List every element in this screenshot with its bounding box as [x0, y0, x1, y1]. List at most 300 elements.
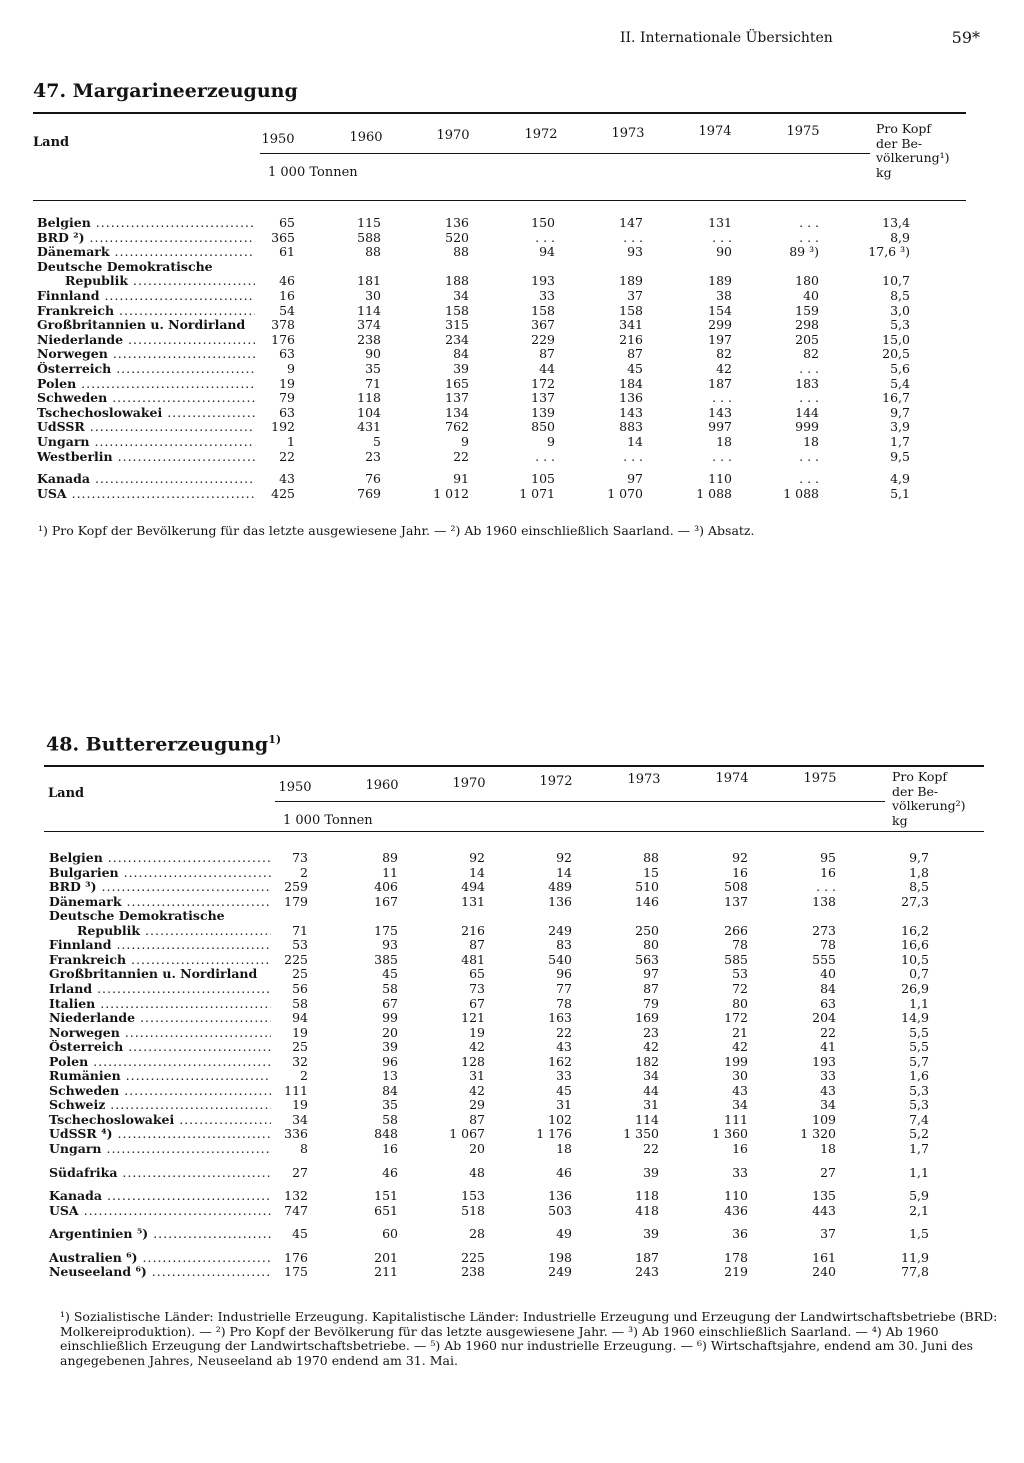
column-header-year: 1972 [539, 774, 573, 789]
value-cell: 189 [619, 273, 643, 289]
country-cell: BRD ²) ..... [37, 231, 255, 246]
value-cell: 555 [812, 951, 836, 967]
value-cell: 204 [812, 1010, 836, 1026]
value-cell: 16 [382, 1141, 398, 1156]
table-row [0, 953, 1024, 968]
country-cell: UdSSR ..... [37, 420, 255, 435]
value-cell: 79 [279, 390, 295, 406]
country-cell: UdSSR ⁴) ..... [49, 1127, 271, 1142]
value-cell: 147 [619, 215, 643, 230]
country-cell: Dänemark ..... [37, 245, 255, 260]
value-cell: 94 [539, 244, 555, 260]
table-row [0, 289, 1024, 304]
value-cell: 39 [643, 1226, 659, 1242]
value-cell: 33 [556, 1068, 572, 1084]
value-cell: 365 [271, 229, 295, 245]
value-cell: . . . [799, 229, 819, 245]
value-cell: 45 [627, 361, 643, 376]
value-cell: . . . [799, 215, 819, 230]
value-cell: 65 [279, 215, 295, 230]
value-cell: 162 [548, 1053, 572, 1069]
table-row [0, 487, 1024, 502]
table-row [0, 1098, 1024, 1113]
per-head-cell: 5,6 [890, 361, 910, 376]
value-cell: 80 [732, 995, 748, 1011]
value-cell: 32 [292, 1053, 308, 1069]
value-cell: . . . [799, 361, 819, 376]
value-cell: 38 [716, 288, 732, 303]
value-cell: 131 [708, 215, 732, 230]
country-cell: Republik ..... [37, 274, 255, 289]
value-cell: 1 320 [800, 1126, 836, 1142]
per-head-cell: 16,2 [901, 922, 929, 938]
value-cell: 182 [635, 1053, 659, 1069]
value-cell: 181 [357, 273, 381, 289]
value-cell: 20 [469, 1141, 485, 1156]
table-row [0, 924, 1024, 939]
country-cell: Schweiz ..... [49, 1098, 271, 1113]
country-cell: Norwegen ..... [37, 347, 255, 362]
per-head-cell: 5,2 [909, 1126, 929, 1142]
value-cell: 762 [445, 419, 469, 435]
value-cell: 243 [635, 1264, 659, 1280]
table-row [0, 1026, 1024, 1041]
per-head-cell: 3,0 [890, 302, 910, 318]
value-cell: 23 [643, 1024, 659, 1040]
value-cell: 1 067 [449, 1126, 485, 1142]
header-bottom-rule [44, 831, 984, 832]
country-cell: Deutsche Demokratische [49, 909, 225, 924]
value-cell: 63 [279, 404, 295, 420]
per-head-cell: 4,9 [890, 471, 910, 487]
country-cell: BRD ³) ..... [49, 880, 271, 895]
value-cell: . . . [816, 879, 836, 895]
value-cell: 273 [812, 922, 836, 938]
value-cell: 999 [795, 419, 819, 435]
value-cell: 40 [803, 288, 819, 303]
value-cell: 43 [820, 1082, 836, 1098]
value-cell: 43 [556, 1039, 572, 1055]
value-cell: 87 [539, 346, 555, 362]
value-cell: 67 [382, 995, 398, 1011]
country-cell: Kanada ..... [37, 472, 255, 487]
value-cell: 94 [292, 1010, 308, 1026]
value-cell: 14 [627, 434, 643, 449]
value-cell: . . . [535, 448, 555, 464]
value-cell: 43 [732, 1082, 748, 1098]
value-cell: 418 [635, 1202, 659, 1218]
value-cell: 510 [635, 879, 659, 895]
value-cell: 1 012 [433, 485, 469, 501]
value-cell: 114 [357, 302, 381, 318]
value-cell: 137 [445, 390, 469, 406]
table-row [0, 435, 1024, 450]
value-cell: 315 [445, 317, 469, 333]
column-header-land: Land [48, 786, 85, 801]
value-cell: . . . [623, 229, 643, 245]
per-head-cell: 1,7 [890, 434, 910, 449]
value-cell: 42 [716, 361, 732, 376]
value-cell: 848 [374, 1126, 398, 1142]
per-head-cell: 2,1 [909, 1202, 929, 1218]
value-cell: 14 [556, 864, 572, 880]
value-cell: 118 [635, 1188, 659, 1204]
value-cell: 79 [643, 995, 659, 1011]
value-cell: 136 [619, 390, 643, 406]
column-header-year: 1975 [803, 771, 837, 786]
value-cell: 150 [531, 215, 555, 230]
value-cell: 67 [469, 995, 485, 1011]
table-row [0, 1069, 1024, 1084]
value-cell: 36 [732, 1226, 748, 1242]
table-row [0, 274, 1024, 289]
table-row [0, 982, 1024, 997]
table-row [0, 420, 1024, 435]
column-header-year: 1960 [349, 130, 383, 145]
per-head-cell: 5,1 [890, 485, 910, 501]
value-cell: 27 [820, 1164, 836, 1180]
value-cell: 43 [279, 471, 295, 487]
table-row [0, 909, 1024, 924]
value-cell: 266 [724, 922, 748, 938]
value-cell: 249 [548, 1264, 572, 1280]
value-cell: 135 [812, 1188, 836, 1204]
value-cell: . . . [799, 448, 819, 464]
value-cell: 178 [724, 1249, 748, 1265]
per-head-cell: 5,5 [909, 1039, 929, 1055]
value-cell: 146 [635, 893, 659, 909]
value-cell: 78 [732, 937, 748, 953]
value-cell: 128 [461, 1053, 485, 1069]
header-sub-rule [275, 801, 885, 802]
value-cell: 82 [803, 346, 819, 362]
value-cell: . . . [799, 390, 819, 406]
per-head-cell: 1,7 [909, 1141, 929, 1156]
value-cell: 121 [461, 1010, 485, 1026]
value-cell: 97 [643, 966, 659, 982]
value-cell: 34 [820, 1097, 836, 1113]
value-cell: 199 [724, 1053, 748, 1069]
country-cell: Irland ..... [49, 982, 271, 997]
value-cell: 22 [643, 1141, 659, 1156]
value-cell: 84 [382, 1082, 398, 1098]
value-cell: 18 [556, 1141, 572, 1156]
value-cell: 22 [453, 448, 469, 464]
value-cell: 136 [548, 893, 572, 909]
column-header-year: 1974 [698, 124, 732, 139]
value-cell: 91 [453, 471, 469, 487]
value-cell: 153 [461, 1188, 485, 1204]
value-cell: 139 [531, 404, 555, 420]
table-row [0, 377, 1024, 392]
per-head-cell: 9,5 [890, 448, 910, 464]
value-cell: 37 [627, 288, 643, 303]
table-footnote: ¹) Pro Kopf der Bevölkerung für das letzte ausgewiesene Jahr. — ²) Ab 1960 einschließlich Saarland. — ³) Absatz. [38, 523, 755, 538]
value-cell: 850 [531, 419, 555, 435]
value-cell: 216 [461, 922, 485, 938]
country-cell: Tschechoslowakei ..... [49, 1113, 271, 1128]
value-cell: 192 [271, 419, 295, 435]
table-row [0, 880, 1024, 895]
value-cell: . . . [623, 448, 643, 464]
country-cell: Tschechoslowakei ..... [37, 406, 255, 421]
country-cell: Bulgarien ..... [49, 866, 271, 881]
value-cell: 19 [469, 1024, 485, 1040]
value-cell: 134 [445, 404, 469, 420]
country-cell: Schweden ..... [49, 1084, 271, 1099]
table-row [0, 450, 1024, 465]
value-cell: 132 [284, 1188, 308, 1204]
value-cell: 33 [732, 1164, 748, 1180]
value-cell: 136 [445, 215, 469, 230]
value-cell: 114 [635, 1111, 659, 1127]
value-cell: 35 [382, 1097, 398, 1113]
per-head-cell: 7,4 [909, 1111, 929, 1127]
value-cell: 143 [708, 404, 732, 420]
value-cell: 39 [453, 361, 469, 376]
value-cell: 188 [445, 273, 469, 289]
per-head-cell: 3,9 [890, 419, 910, 435]
value-cell: 250 [635, 922, 659, 938]
value-cell: 259 [284, 879, 308, 895]
value-cell: 249 [548, 922, 572, 938]
value-cell: 96 [382, 1053, 398, 1069]
per-head-cell: 20,5 [882, 346, 910, 362]
value-cell: 37 [820, 1226, 836, 1242]
value-cell: 481 [461, 951, 485, 967]
value-cell: 89 ³) [789, 244, 819, 260]
table-row [0, 318, 1024, 333]
country-cell: Österreich ..... [49, 1040, 271, 1055]
value-cell: 1 360 [712, 1126, 748, 1142]
table-row [0, 406, 1024, 421]
table-row [0, 1127, 1024, 1142]
per-head-cell: 8,5 [890, 288, 910, 303]
value-cell: 151 [374, 1188, 398, 1204]
column-header-year: 1950 [261, 132, 295, 147]
value-cell: 65 [469, 966, 485, 982]
value-cell: 1 350 [623, 1126, 659, 1142]
value-cell: 138 [812, 893, 836, 909]
value-cell: 95 [820, 850, 836, 865]
value-cell: 2 [300, 1068, 308, 1084]
value-cell: 102 [548, 1111, 572, 1127]
country-cell: Niederlande ..... [37, 333, 255, 348]
value-cell: . . . [712, 390, 732, 406]
per-head-cell: 1,5 [909, 1226, 929, 1242]
value-cell: 99 [382, 1010, 398, 1026]
value-cell: 443 [812, 1202, 836, 1218]
value-cell: 23 [365, 448, 381, 464]
country-cell: Polen ..... [37, 377, 255, 392]
country-cell: Südafrika ..... [49, 1166, 271, 1181]
value-cell: 82 [716, 346, 732, 362]
value-cell: 31 [556, 1097, 572, 1113]
value-cell: 25 [292, 966, 308, 982]
column-header-year: 1970 [452, 776, 486, 791]
table-title [33, 80, 298, 102]
value-cell: 14 [469, 864, 485, 880]
value-cell: 118 [357, 390, 381, 406]
value-cell: 431 [357, 419, 381, 435]
country-cell: USA ..... [49, 1204, 271, 1219]
header-bottom-rule [33, 200, 966, 201]
value-cell: 61 [279, 244, 295, 260]
value-cell: 54 [279, 302, 295, 318]
value-cell: 105 [531, 471, 555, 487]
value-cell: 198 [548, 1249, 572, 1265]
value-cell: 18 [820, 1141, 836, 1156]
value-cell: 167 [374, 893, 398, 909]
table-row [0, 1166, 1024, 1181]
country-cell: Niederlande ..... [49, 1011, 271, 1026]
value-cell: 58 [382, 1111, 398, 1127]
table-row [0, 1055, 1024, 1070]
value-cell: 29 [469, 1097, 485, 1113]
column-header-year: 1973 [611, 126, 645, 141]
table-title-text: 48. Buttererzeugung [46, 733, 269, 756]
value-cell: 158 [619, 302, 643, 318]
per-head-cell: 15,0 [882, 331, 910, 347]
table-row [0, 967, 1024, 982]
country-cell: Australien ⁶) ..... [49, 1251, 271, 1266]
value-cell: 31 [469, 1068, 485, 1084]
value-cell: 16 [732, 864, 748, 880]
value-cell: 41 [820, 1039, 836, 1055]
per-head-cell: 16,7 [882, 390, 910, 406]
value-cell: 8 [300, 1141, 308, 1156]
value-cell: 35 [365, 361, 381, 376]
per-head-cell: 8,9 [890, 229, 910, 245]
table-row [0, 1011, 1024, 1026]
value-cell: 46 [279, 273, 295, 289]
value-cell: 193 [812, 1053, 836, 1069]
value-cell: 49 [556, 1226, 572, 1242]
country-cell: Österreich ..... [37, 362, 255, 377]
country-cell: Großbritannien u. Nordirland [37, 318, 246, 333]
per-head-cell: 5,7 [909, 1053, 929, 1069]
value-cell: 187 [708, 375, 732, 391]
value-cell: 88 [453, 244, 469, 260]
value-cell: 104 [357, 404, 381, 420]
value-cell: 19 [292, 1024, 308, 1040]
value-cell: 78 [556, 995, 572, 1011]
value-cell: 341 [619, 317, 643, 333]
value-cell: 651 [374, 1202, 398, 1218]
value-cell: 28 [469, 1226, 485, 1242]
country-cell: Kanada ..... [49, 1189, 271, 1204]
value-cell: 238 [357, 331, 381, 347]
value-cell: 193 [531, 273, 555, 289]
table-row [0, 938, 1024, 953]
value-cell: 48 [469, 1164, 485, 1180]
value-cell: 540 [548, 951, 572, 967]
table-footnote: ¹) Sozialistische Länder: Industrielle Erzeugung. Kapitalistische Länder: Industrielle Erzeugung und Erzeugung der Landwirtschaftsbetriebe (BRD: Molkereiproduktion). — ²) Pro Kopf der Bevölkerung für das letzte ausgewiesene Jahr. — ³) Ab 1960 einschließlich Saarland. — ⁴) Ab 1960 einschließlich Erzeugung der Landwirtschaftsbetriebe. — ⁵) Ab 1960 nur industrielle Erzeugung. — ⁶) Wirtschaftsjahre, endend am 30. Juni des angegebenen Jahres, Neuseeland ab 1970 endend am 31. Mai. [60, 1309, 998, 1368]
country-cell: USA ..... [37, 487, 255, 502]
per-head-cell: 1,1 [909, 1164, 929, 1180]
table-row [0, 851, 1024, 866]
value-cell: 219 [724, 1264, 748, 1280]
value-cell: 197 [708, 331, 732, 347]
value-cell: 18 [716, 434, 732, 449]
country-cell: Großbritannien u. Nordirland [49, 967, 258, 982]
value-cell: 136 [548, 1188, 572, 1204]
value-cell: 225 [284, 951, 308, 967]
value-cell: 180 [795, 273, 819, 289]
table-row [0, 1113, 1024, 1128]
per-head-cell: 9,7 [890, 404, 910, 420]
value-cell: 78 [820, 937, 836, 953]
table-row [0, 1142, 1024, 1157]
per-head-cell: 9,7 [909, 850, 929, 865]
country-cell: Rumänien ..... [49, 1069, 271, 1084]
value-cell: 56 [292, 980, 308, 996]
value-cell: 216 [619, 331, 643, 347]
table-row [0, 1251, 1024, 1266]
value-cell: 374 [357, 317, 381, 333]
value-cell: 1 088 [783, 485, 819, 501]
value-cell: 5 [373, 434, 381, 449]
value-cell: 385 [374, 951, 398, 967]
value-cell: 161 [812, 1249, 836, 1265]
table-row [0, 304, 1024, 319]
per-head-cell: 11,9 [901, 1249, 929, 1265]
value-cell: 19 [292, 1097, 308, 1113]
table-row [0, 1189, 1024, 1204]
value-cell: 299 [708, 317, 732, 333]
table-row [0, 216, 1024, 231]
value-cell: 83 [556, 937, 572, 953]
country-cell: Frankreich ..... [37, 304, 255, 319]
value-cell: 367 [531, 317, 555, 333]
value-cell: 72 [732, 980, 748, 996]
value-cell: 44 [643, 1082, 659, 1098]
value-cell: 238 [461, 1264, 485, 1280]
value-cell: 298 [795, 317, 819, 333]
value-cell: 16 [820, 864, 836, 880]
value-cell: 240 [812, 1264, 836, 1280]
value-cell: 96 [556, 966, 572, 982]
value-cell: 563 [635, 951, 659, 967]
value-cell: 34 [453, 288, 469, 303]
value-cell: 22 [279, 448, 295, 464]
value-cell: 39 [382, 1039, 398, 1055]
value-cell: . . . [712, 229, 732, 245]
value-cell: 2 [300, 864, 308, 880]
value-cell: 92 [732, 850, 748, 865]
value-cell: 520 [445, 229, 469, 245]
value-cell: 46 [382, 1164, 398, 1180]
country-cell: Italien ..... [49, 997, 271, 1012]
value-cell: 159 [795, 302, 819, 318]
value-cell: 176 [284, 1249, 308, 1265]
value-cell: . . . [799, 471, 819, 487]
value-cell: 42 [643, 1039, 659, 1055]
value-cell: 169 [635, 1010, 659, 1026]
country-cell: Deutsche Demokratische [37, 259, 213, 274]
country-cell: Belgien ..... [37, 216, 255, 231]
value-cell: 42 [469, 1082, 485, 1098]
table-row [0, 362, 1024, 377]
value-cell: 90 [365, 346, 381, 362]
value-cell: 378 [271, 317, 295, 333]
value-cell: 110 [724, 1188, 748, 1204]
value-cell: 11 [382, 864, 398, 880]
country-cell: Argentinien ⁵) ..... [49, 1227, 271, 1242]
value-cell: 71 [292, 922, 308, 938]
table-row [0, 472, 1024, 487]
value-cell: 183 [795, 375, 819, 391]
